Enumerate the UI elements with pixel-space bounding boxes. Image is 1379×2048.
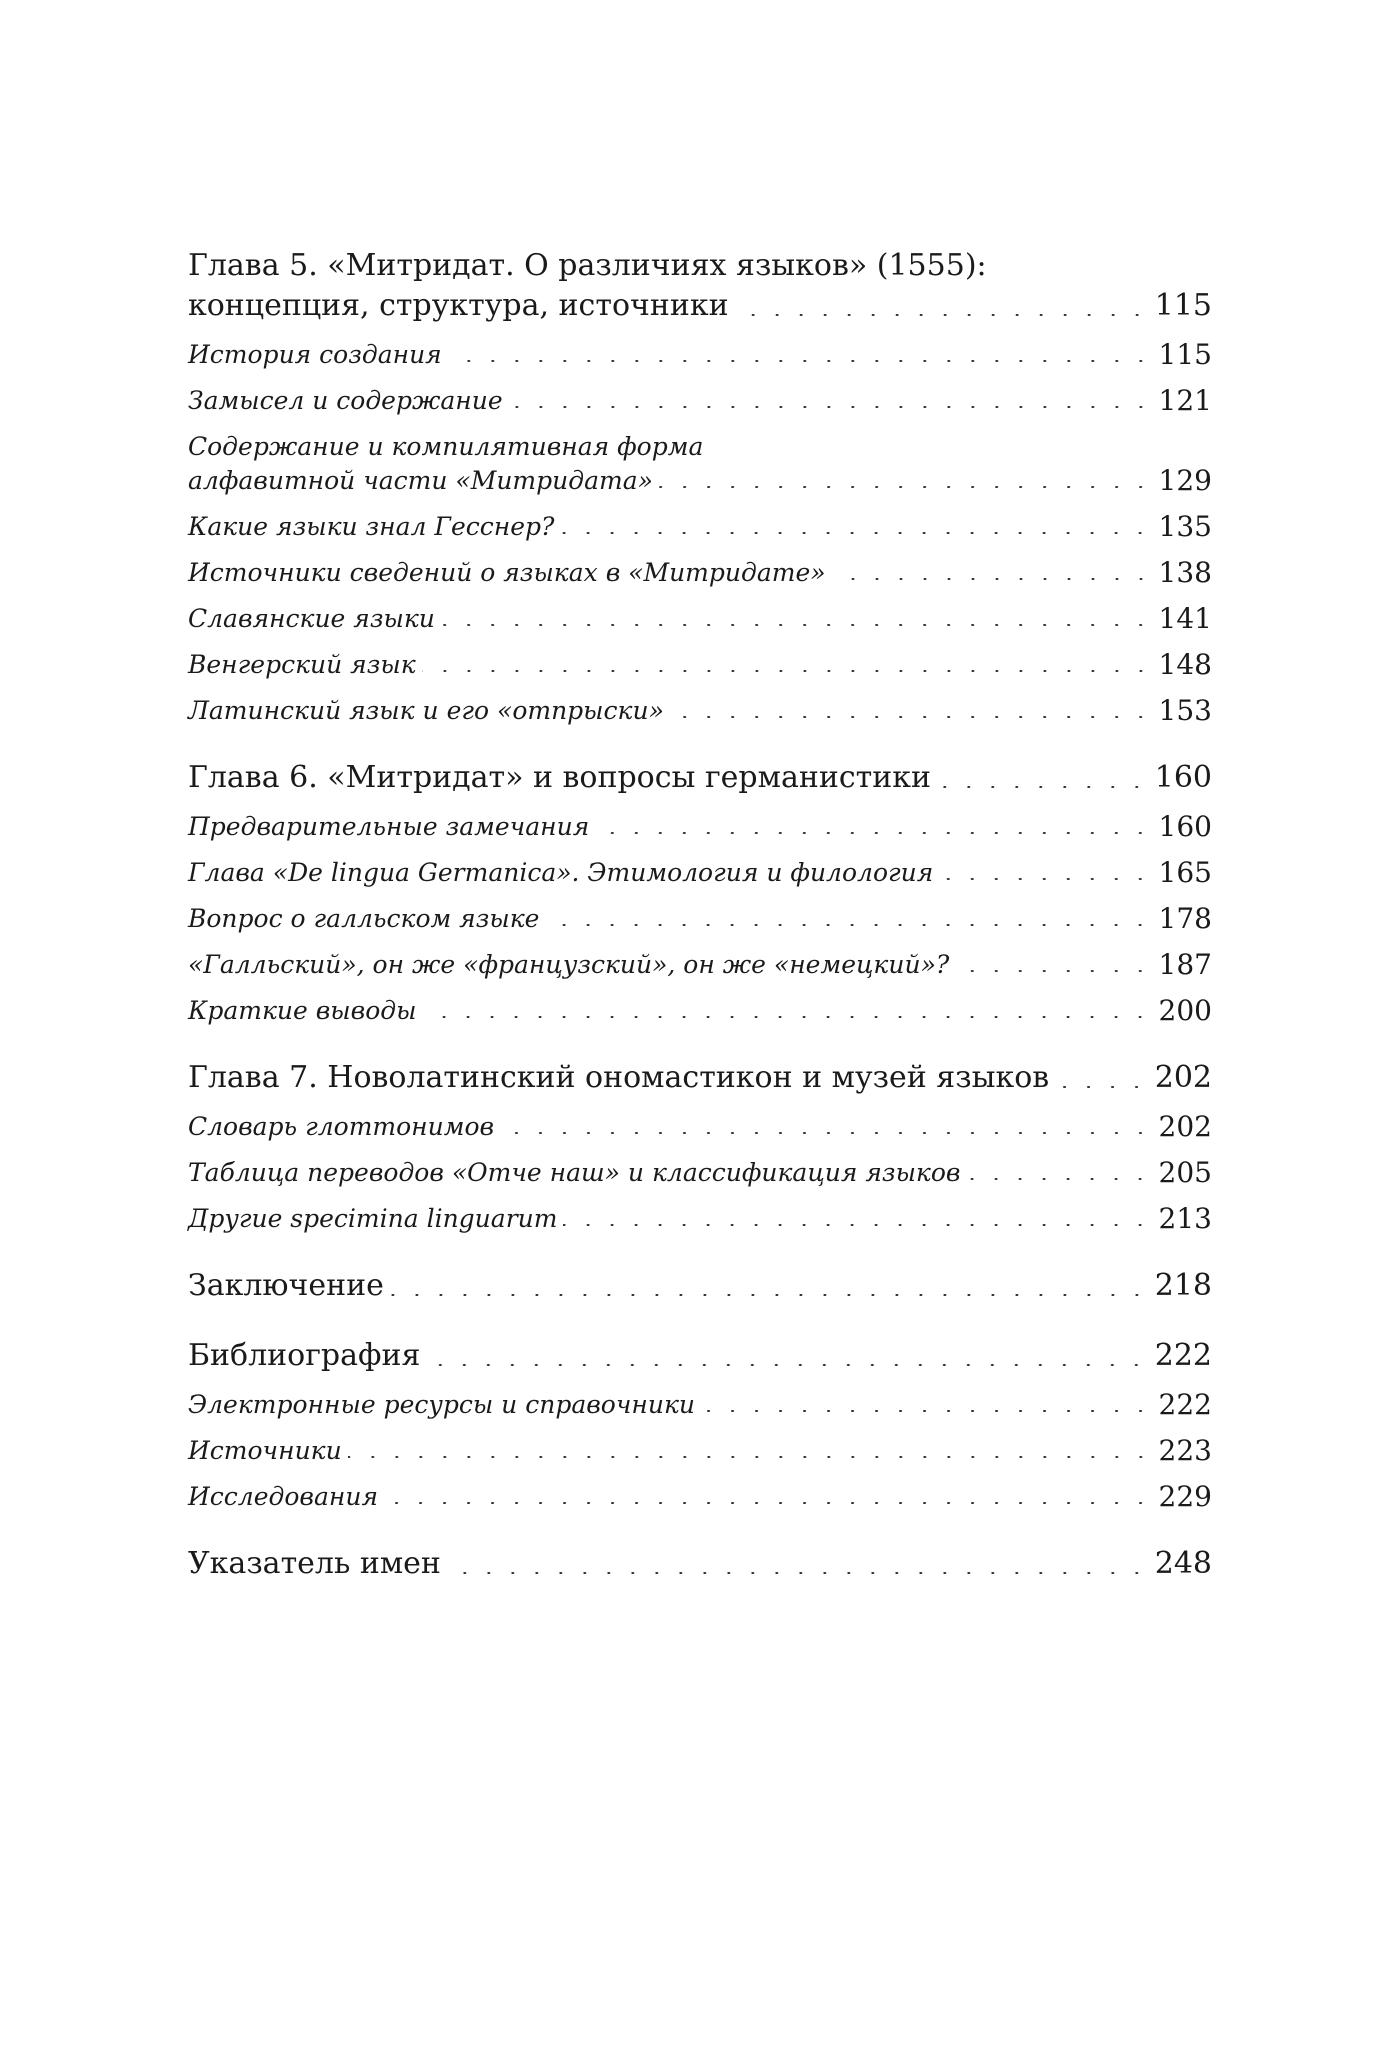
page-number: 115 — [1158, 338, 1212, 371]
page-number: 135 — [1158, 510, 1212, 543]
page-number: 205 — [1158, 1156, 1212, 1189]
dot-leader — [1055, 1086, 1149, 1088]
dot-leader — [937, 786, 1149, 788]
toc-section-entry[interactable] — [188, 856, 1212, 890]
toc-section-entry[interactable] — [188, 648, 1212, 682]
dot-leader — [966, 1178, 1152, 1180]
section-title: «Галльский», он же «французский», он же «немецкий»? — [188, 950, 950, 979]
section-title-line: Содержание и компилятивная форма — [188, 432, 704, 461]
chapter-title: Глава 7. Новолатинский ономастикон и музей языков — [188, 1060, 1050, 1095]
chapter-title: Заключение — [188, 1268, 384, 1303]
toc-chapter-entry[interactable] — [188, 1058, 1212, 1098]
dot-leader — [422, 1016, 1152, 1018]
section-title: Электронные ресурсы и справочники — [188, 1390, 695, 1419]
section-title: алфавитной части «Митридата» — [188, 466, 653, 495]
dot-leader — [441, 624, 1153, 626]
toc-section-entry[interactable] — [188, 338, 1212, 372]
toc-chapter-entry[interactable] — [188, 1544, 1212, 1584]
toc-section-entry[interactable] — [188, 1156, 1212, 1190]
dot-leader — [701, 1410, 1153, 1412]
toc-section-entry[interactable] — [188, 1434, 1212, 1468]
dot-leader — [735, 314, 1149, 316]
toc-section-entry[interactable] — [188, 602, 1212, 636]
section-title: Исследования — [188, 1482, 378, 1511]
section-title: Источники сведений о языках в «Митридате» — [188, 558, 826, 587]
dot-leader — [448, 360, 1153, 362]
dot-leader — [545, 924, 1152, 926]
toc-section-entry[interactable] — [188, 384, 1212, 418]
toc-section-entry[interactable] — [188, 510, 1212, 544]
table-of-contents — [188, 246, 1212, 1584]
toc-section-entry[interactable] — [188, 1110, 1212, 1144]
chapter-title-line: Глава 5. «Митридат. О различиях языков» (1555): — [188, 248, 987, 283]
dot-leader — [670, 716, 1153, 718]
page-number: 138 — [1158, 556, 1212, 589]
dot-leader — [348, 1456, 1153, 1458]
page-number: 213 — [1158, 1202, 1212, 1235]
page-number: 248 — [1154, 1546, 1212, 1581]
toc-section-entry[interactable] — [188, 948, 1212, 982]
chapter-title: Библиография — [188, 1338, 421, 1373]
page-number: 222 — [1158, 1388, 1212, 1421]
dot-leader — [955, 970, 1152, 972]
dot-leader — [832, 578, 1153, 580]
section-title: Источники — [188, 1436, 342, 1465]
section-title: Латинский язык и его «отпрыски» — [188, 696, 664, 725]
toc-section-entry[interactable] — [188, 464, 1212, 498]
page-number: 160 — [1154, 760, 1212, 795]
toc-chapter-entry[interactable] — [188, 758, 1212, 798]
section-title: Замысел и содержание — [188, 386, 503, 415]
section-title: Вопрос о галльском языке — [188, 904, 540, 933]
section-title: Глава «De lingua Germanica». Этимология и филология — [188, 858, 934, 887]
page-number: 202 — [1158, 1110, 1212, 1143]
dot-leader — [595, 832, 1152, 834]
dot-leader — [426, 1364, 1148, 1366]
dot-leader — [563, 1224, 1152, 1226]
toc-section-entry[interactable] — [188, 1480, 1212, 1514]
chapter-title: концепция, структура, источники — [188, 288, 729, 323]
page-number: 218 — [1154, 1268, 1212, 1303]
dot-leader — [500, 1132, 1152, 1134]
dot-leader — [560, 532, 1152, 534]
section-title: Славянские языки — [188, 604, 435, 633]
toc-section-entry[interactable] — [188, 1202, 1212, 1236]
page-number: 229 — [1158, 1480, 1212, 1513]
toc-section-entry[interactable] — [188, 556, 1212, 590]
dot-leader — [390, 1294, 1149, 1296]
dot-leader — [384, 1502, 1153, 1504]
page-number: 129 — [1158, 464, 1212, 497]
section-title: Таблица переводов «Отче наш» и классификация языков — [188, 1158, 961, 1187]
page-number: 153 — [1158, 694, 1212, 727]
section-title: Какие языки знал Гесснер? — [188, 512, 555, 541]
toc-section-entry[interactable] — [188, 810, 1212, 844]
dot-leader — [659, 486, 1153, 488]
toc-section-entry[interactable] — [188, 1388, 1212, 1422]
page-number: 200 — [1158, 994, 1212, 1027]
page-number: 115 — [1154, 288, 1212, 323]
dot-leader — [939, 878, 1152, 880]
page-number: 160 — [1158, 810, 1212, 843]
toc-section-entry[interactable] — [188, 994, 1212, 1028]
section-title: Краткие выводы — [188, 996, 417, 1025]
page-number: 178 — [1158, 902, 1212, 935]
section-title: Предварительные замечания — [188, 812, 590, 841]
section-title: Словарь глоттонимов — [188, 1112, 495, 1141]
toc-section-entry[interactable] — [188, 694, 1212, 728]
page-number: 222 — [1154, 1338, 1212, 1373]
page-number: 121 — [1158, 384, 1212, 417]
page-number: 141 — [1158, 602, 1212, 635]
chapter-title: Указатель имен — [188, 1546, 441, 1581]
page-number: 187 — [1158, 948, 1212, 981]
dot-leader — [422, 670, 1153, 672]
toc-chapter-entry[interactable] — [188, 286, 1212, 326]
dot-leader — [447, 1572, 1149, 1574]
section-title: Венгерский язык — [188, 650, 416, 679]
toc-chapter-entry[interactable] — [188, 1336, 1212, 1376]
page-number: 223 — [1158, 1434, 1212, 1467]
section-title: Другие specimina linguarum — [188, 1204, 558, 1233]
section-title: История создания — [188, 340, 442, 369]
page-number: 148 — [1158, 648, 1212, 681]
page-number: 202 — [1154, 1060, 1212, 1095]
dot-leader — [509, 406, 1153, 408]
toc-section-entry[interactable] — [188, 902, 1212, 936]
page-number: 165 — [1158, 856, 1212, 889]
chapter-title: Глава 6. «Митридат» и вопросы германистики — [188, 760, 931, 795]
toc-chapter-entry[interactable] — [188, 1266, 1212, 1306]
